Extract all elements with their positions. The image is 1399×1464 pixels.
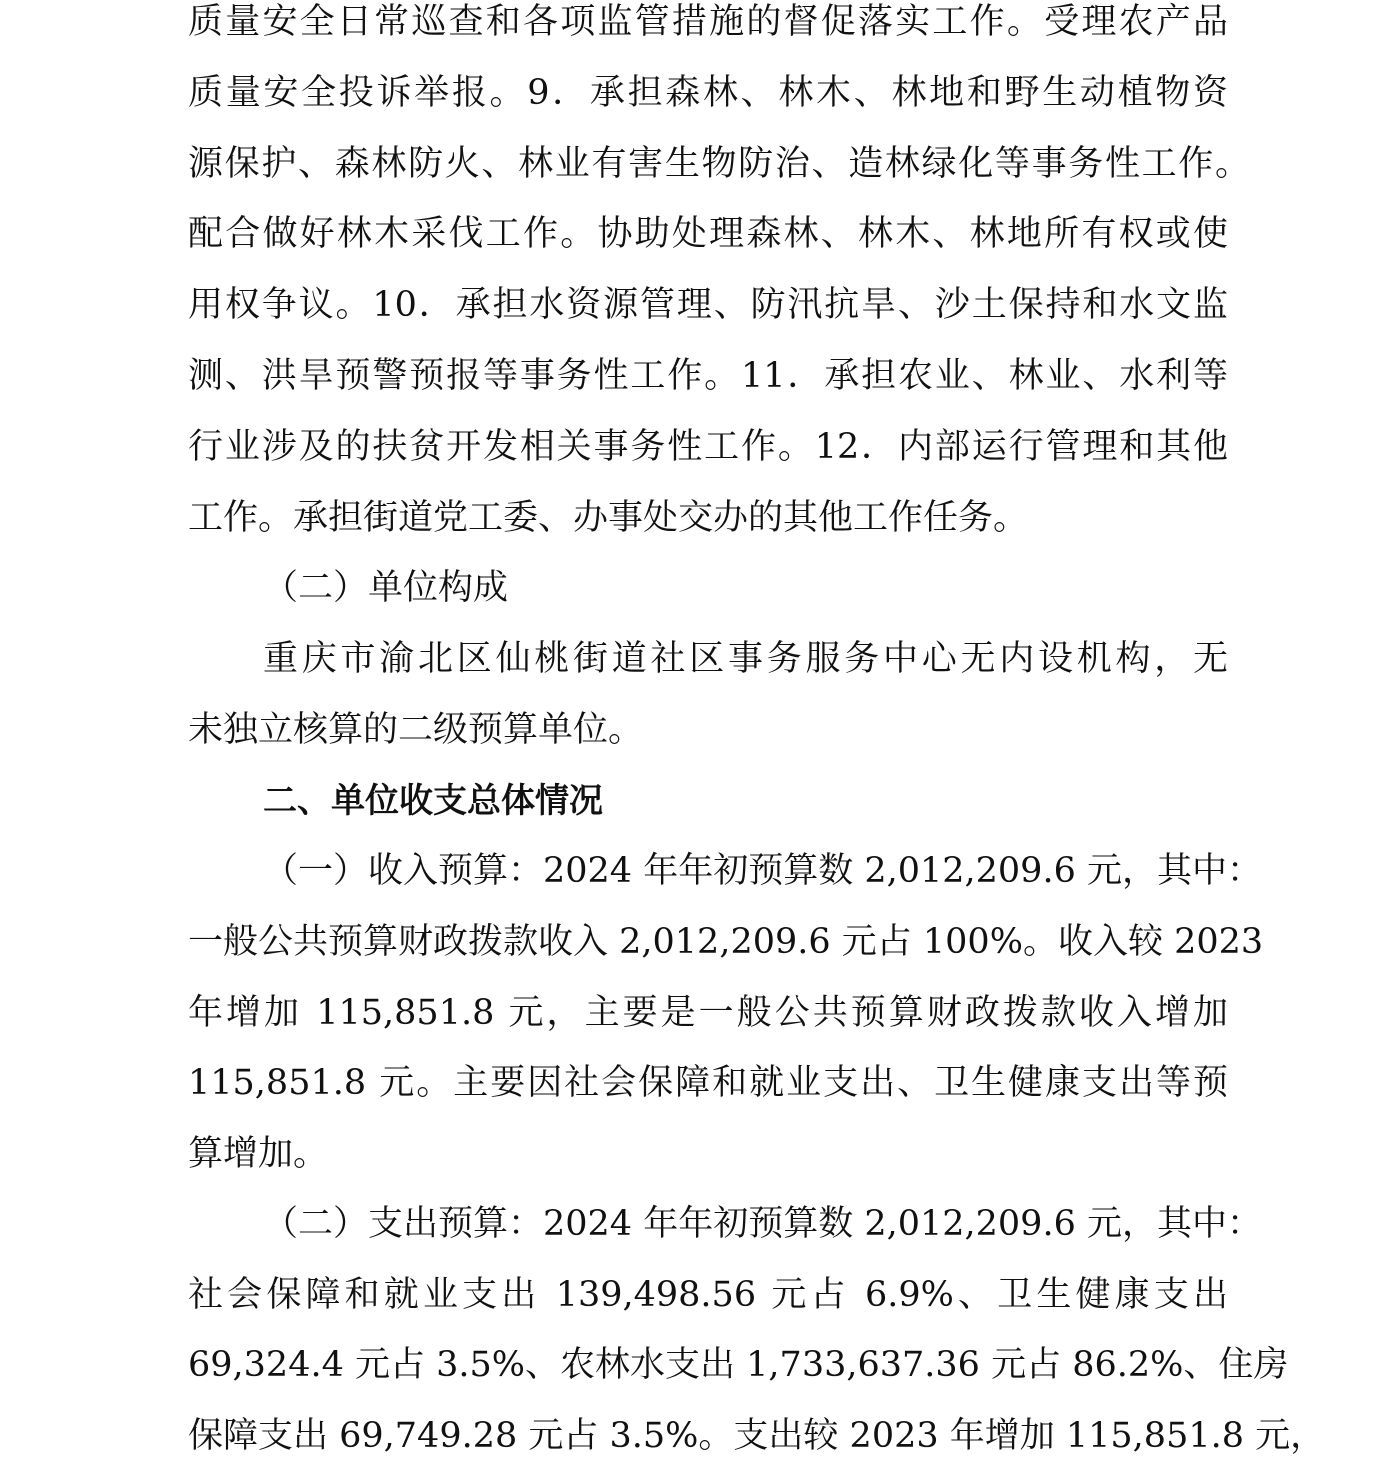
body-text-line: 年增加 115,851.8 元，主要是一般公共预算财政拨款收入增加 — [188, 993, 1228, 1033]
body-text-line: 算增加。 — [188, 1134, 329, 1174]
body-text-line: 质量安全日常巡查和各项监管措施的督促落实工作。受理农产品 — [188, 2, 1228, 42]
body-text-line: 工作。承担街道党工委、办事处交办的其他工作任务。 — [188, 498, 1029, 538]
body-text-line: 未独立核算的二级预算单位。 — [188, 710, 644, 750]
body-text-line: 配合做好林木采伐工作。协助处理森林、林木、林地所有权或使 — [188, 214, 1228, 254]
body-text-line: 保障支出 69,749.28 元占 3.5%。支出较 2023 年增加 115,851.8 元， — [188, 1416, 1326, 1456]
section-heading: 二、单位收支总体情况 — [263, 781, 603, 821]
body-text-line: （一）收入预算：2024 年年初预算数 2,012,209.6 元，其中： — [263, 851, 1262, 891]
body-text-line: 源保护、森林防火、林业有害生物防治、造林绿化等事务性工作。 — [188, 144, 1250, 184]
body-text-line: 社会保障和就业支出 139,498.56 元占 6.9%、卫生健康支出 — [188, 1275, 1228, 1315]
body-text-line: 用权争议。10．承担水资源管理、防汛抗旱、沙土保持和水文监 — [188, 285, 1228, 325]
body-text-line: 测、洪旱预警预报等事务性工作。11．承担农业、林业、水利等 — [188, 356, 1228, 396]
body-text-line: 质量安全投诉举报。9．承担森林、林木、林地和野生动植物资 — [188, 73, 1228, 113]
subsection-heading: （二）单位构成 — [263, 568, 509, 608]
body-text-line: 重庆市渝北区仙桃街道社区事务服务中心无内设机构，无 — [263, 639, 1228, 679]
body-text-line: （二）支出预算：2024 年年初预算数 2,012,209.6 元，其中： — [263, 1204, 1262, 1244]
body-text-line: 行业涉及的扶贫开发相关事务性工作。12．内部运行管理和其他 — [188, 427, 1228, 467]
body-text-line: 一般公共预算财政拨款收入 2,012,209.6 元占 100%。收入较 2023 — [188, 922, 1264, 962]
body-text-line: 115,851.8 元。主要因社会保障和就业支出、卫生健康支出等预 — [188, 1063, 1228, 1103]
body-text-line: 69,324.4 元占 3.5%、农林水支出 1,733,637.36 元占 86.2%、住房 — [188, 1345, 1289, 1385]
